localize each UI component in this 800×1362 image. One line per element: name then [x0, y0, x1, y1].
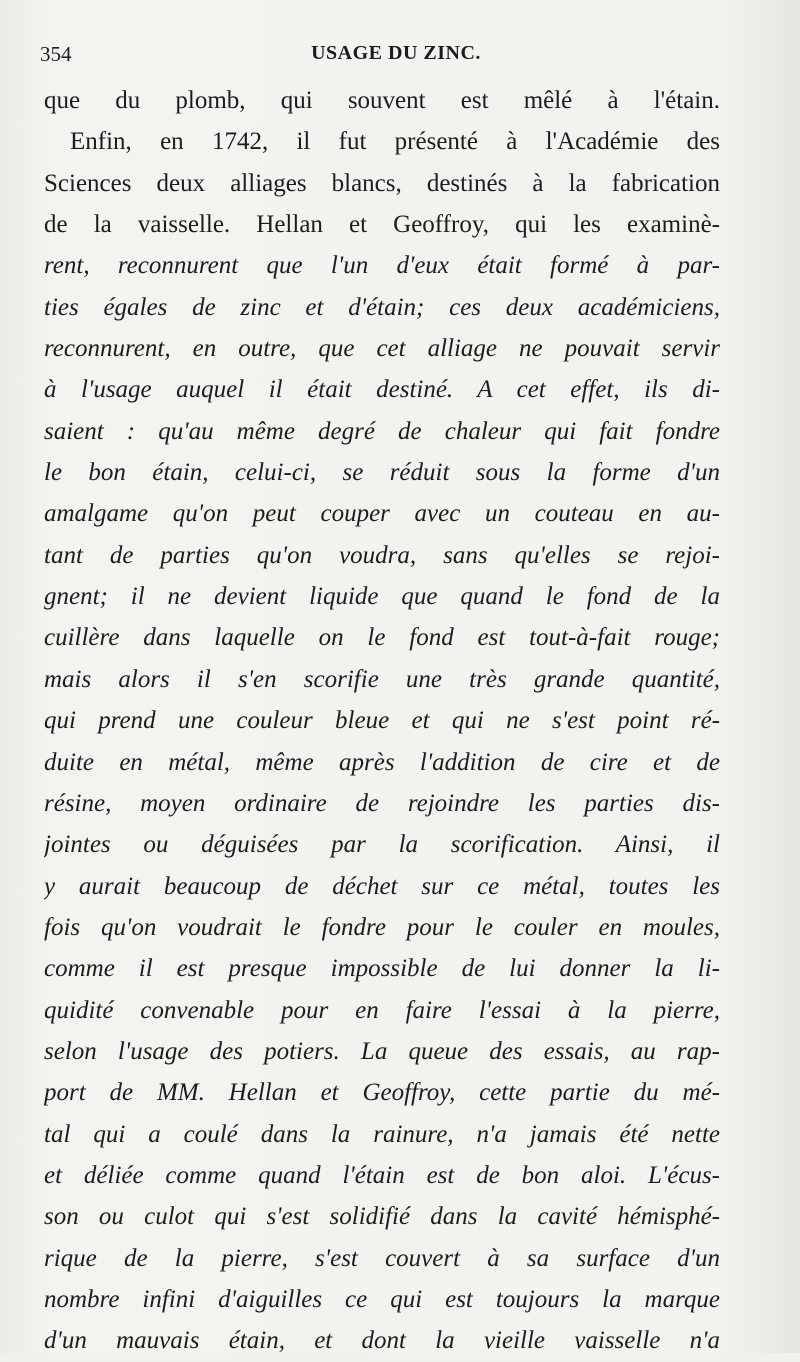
text-line: cuillère dans laquelle on le fond est tout-à-fait rouge; [44, 624, 720, 652]
text-line: de la vaisselle. Hellan et Geoffroy, qui les examinè- [44, 211, 720, 239]
text-line: quidité convenable pour en faire l'essai à la pierre, [44, 996, 720, 1024]
text-line: ties égales de zinc et d'étain; ces deux académiciens, [44, 293, 720, 321]
text-line: port de MM. Hellan et Geoffroy, cette partie du mé- [44, 1079, 720, 1107]
text-line: reconnurent, en outre, que cet alliage ne pouvait servir [44, 335, 720, 363]
page-number: 354 [40, 42, 72, 66]
text-line: Sciences deux alliages blancs, destinés à la fabrication [44, 169, 720, 197]
text-line: rique de la pierre, s'est couvert à sa surface d'un [44, 1244, 720, 1272]
text-line: d'un mauvais étain, et dont la vieille vaisselle n'a [44, 1327, 720, 1355]
running-head: USAGE DU ZINC. [311, 42, 481, 64]
text-line: et déliée comme quand l'étain est de bon aloi. L'écus- [44, 1161, 720, 1189]
text-line: saient : qu'au même degré de chaleur qui fait fondre [44, 417, 720, 445]
text-line: le bon étain, celui-ci, se réduit sous la forme d'un [44, 459, 720, 487]
text-line: mais alors il s'en scorifie une très grande quantité, [44, 665, 720, 693]
text-line: gnent; il ne devient liquide que quand le fond de la [44, 583, 720, 611]
text-line: duite en métal, même après l'addition de cire et de [44, 748, 720, 776]
text-line: que du plomb, qui souvent est mêlé à l'étain. [44, 87, 720, 114]
text-line: tant de parties qu'on voudra, sans qu'elles se rejoi- [44, 541, 720, 569]
text-line: comme il est presque impossible de lui donner la li- [44, 955, 720, 983]
text-line: qui prend une couleur bleue et qui ne s'est point ré- [44, 707, 720, 735]
text-line: selon l'usage des potiers. La queue des essais, au rap- [44, 1037, 720, 1065]
text-line: son ou culot qui s'est solidifié dans la cavité hémisphé- [44, 1203, 720, 1231]
text-line: nombre infini d'aiguilles ce qui est toujours la marque [44, 1285, 720, 1313]
text-line: Enfin, en 1742, il fut présenté à l'Académie des [70, 128, 720, 156]
text-line: fois qu'on voudrait le fondre pour le couler en moules, [44, 913, 720, 941]
text-line: amalgame qu'on peut couper avec un couteau en au- [44, 500, 720, 528]
text-line: tal qui a coulé dans la rainure, n'a jamais été nette [44, 1120, 720, 1148]
body-text [44, 80, 720, 1362]
text-line: à l'usage auquel il était destiné. A cet effet, ils di- [44, 376, 720, 404]
text-line: jointes ou déguisées par la scorification. Ainsi, il [44, 831, 720, 859]
text-line: y aurait beaucoup de déchet sur ce métal, toutes les [44, 872, 720, 900]
page-header [40, 38, 752, 74]
text-line: rent, reconnurent que l'un d'eux était formé à par- [44, 252, 720, 280]
text-line: résine, moyen ordinaire de rejoindre les parties dis- [44, 789, 720, 817]
